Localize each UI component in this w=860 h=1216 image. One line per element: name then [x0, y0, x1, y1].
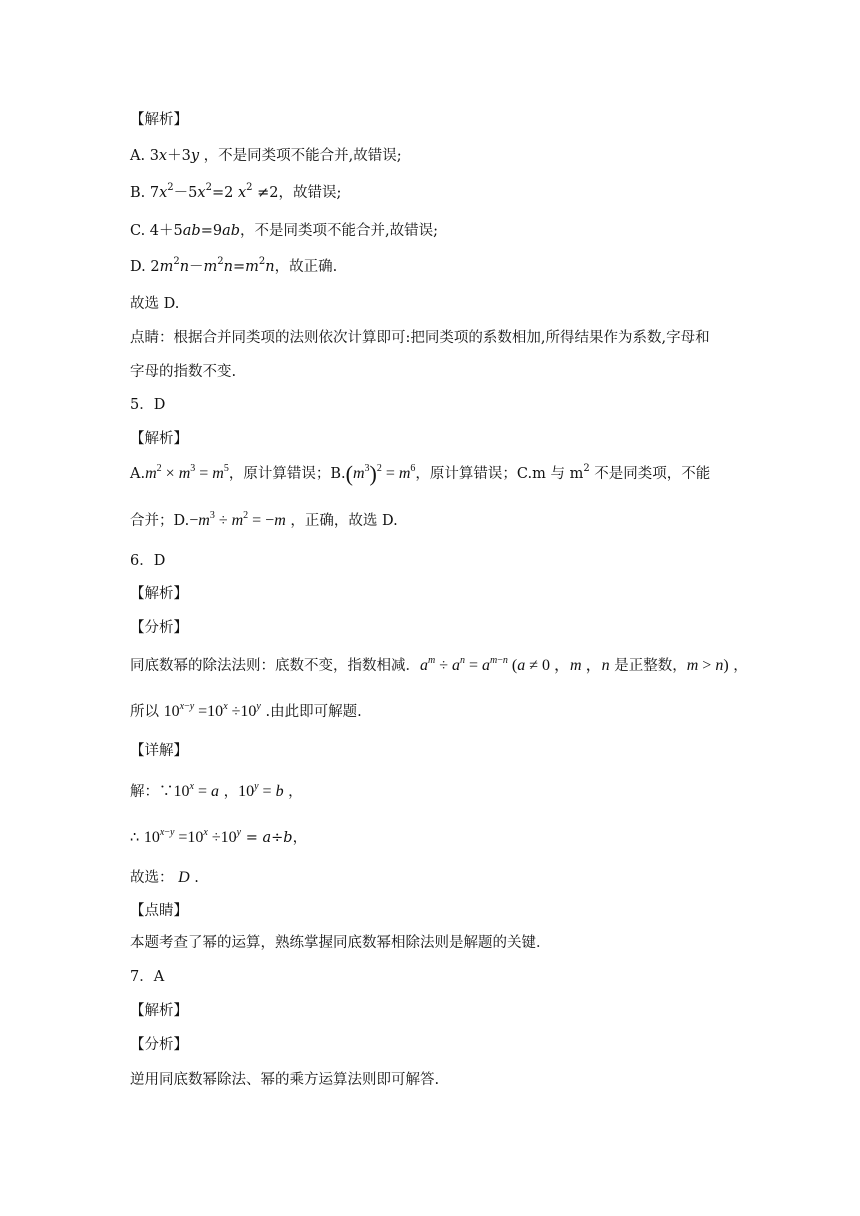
q6-tip-line: 本题考查了幂的运算，熟练掌握同底数幂相除法则是解题的关键．	[130, 935, 551, 951]
analysis-subheading: 【分析】	[130, 620, 188, 636]
answer-line: 故选 D.	[130, 296, 180, 312]
question-number-6: 6．D	[130, 553, 166, 569]
q6-answer-line: 故选： D .	[130, 869, 199, 886]
analysis-heading: 【解析】	[130, 112, 188, 128]
analysis-heading: 【解析】	[130, 431, 188, 447]
question-number-7: 7．A	[130, 969, 165, 985]
tip-line-1: 点睛：根据合并同类项的法则依次计算即可:把同类项的系数相加,所得结果作为系数,字母和	[130, 330, 710, 346]
q5-solution-line-2: 合并；$D.-m^3 \div m^2 = -m$ ，正确，故选 D.	[130, 510, 398, 529]
detail-heading: 【详解】	[130, 743, 188, 759]
tip-line-2: 字母的指数不变.	[130, 364, 237, 380]
solution-line-b: B. $7x^2-5x^2=2$ $x^2 \ne 2$，故错误;	[130, 182, 342, 201]
q6-detail-line-2: ∴ $10^{x-y} =10^x \div 10^y = a\div b$，	[130, 827, 308, 846]
q6-detail-line-1: 解：$\because 10^x = a$ ，$10^y = b$ ，	[130, 781, 303, 800]
analysis-subheading: 【分析】	[130, 1037, 188, 1053]
solution-line-d: D. $2m^2n-m^2n=m^2n$，故正确.	[130, 256, 338, 275]
analysis-heading: 【解析】	[130, 1003, 188, 1019]
q7-analysis-line: 逆用同底数幂除法、幂的乘方运算法则即可解答.	[130, 1072, 440, 1088]
solution-line-c: C. 4＋5ab=9ab，不是同类项不能合并,故错误;	[130, 223, 438, 239]
solution-line-a: A. 3x＋3y ，不是同类项不能合并,故错误;	[130, 148, 402, 164]
tip-heading: 【点睛】	[130, 903, 188, 919]
question-number-5: 5．D	[130, 397, 166, 413]
q6-analysis-line-1: 同底数幂的除法法则：底数不变，指数相减．$a^m \div a^n = a^{m-n}$ (a ≠ 0 ，m ，n 是正整数，m > n) ，	[130, 655, 748, 674]
q6-analysis-line-2: 所以 $10^{x-y} =10^x \div 10^y$ .由此即可解题.	[130, 701, 362, 720]
q5-solution-line-1: $A.m^2 \times m^3 = m^5$，原计算错误；$B.(m^3)^2 = m^6$，原计算错误；C.m 与 $m^2$ 不是同类项，不能	[130, 461, 711, 486]
analysis-heading: 【解析】	[130, 586, 188, 602]
